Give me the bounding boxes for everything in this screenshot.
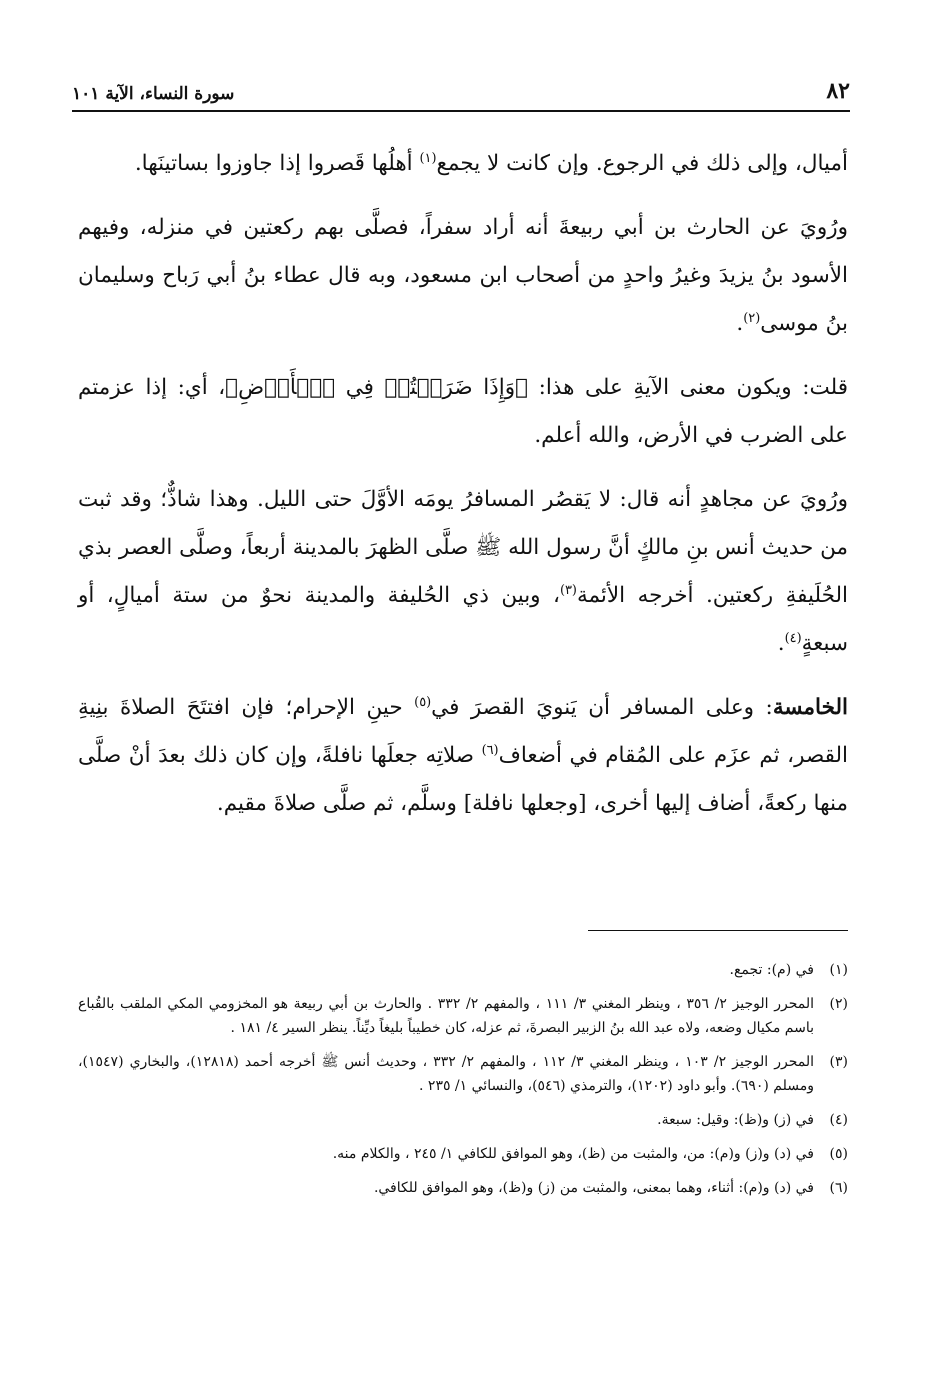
paragraph-text: قلت: ويكون معنى الآيةِ على هذا: ﴿وَإِذَا ضَرَبۡتُمۡ فِي ٱلۡأَرۡضِ﴾، أي: إذا عزمتم على الضرب في الأرض، والله أعلم.	[78, 375, 848, 448]
running-title: سورة النساء، الآية ١٠١	[72, 84, 235, 104]
footnote-ref: (٢)	[743, 310, 761, 326]
footnote-ref: (٤)	[784, 630, 802, 646]
section-lead: الخامسة	[772, 695, 848, 720]
footnote	[78, 1142, 848, 1166]
paragraph-text: أميال، وإلى ذلك في الرجوع. وإن كانت لا يجمع	[436, 151, 848, 176]
footnote	[78, 958, 848, 982]
footnote-text: في (د) و(م): أثناء، وهما بمعنى، والمثبت من (ز) و(ظ)، وهو الموافق للكافي.	[373, 1180, 814, 1196]
footnote-number: (٥)	[829, 1146, 848, 1162]
paragraph	[78, 476, 848, 668]
body-text	[78, 140, 848, 844]
paragraph	[78, 364, 848, 460]
paragraph-text: : وعلى المسافر أن يَنويَ القصرَ في	[431, 695, 773, 720]
paragraph-text: .	[736, 311, 744, 336]
footnote-number: (٤)	[829, 1112, 848, 1128]
paragraph-text: ورُويَ عن الحارث بن أبي ربيعةَ أنه أراد سفراً، فصلَّى بهم ركعتين في منزله، وفيهم الأسود بنُ يزيدَ وغيرُ واحدٍ من أصحاب ابن مسعود، وبه قال عطاء بنُ أبي رَباح وسليمان بنُ موسى	[78, 215, 848, 336]
paragraph-text: ورُويَ عن مجاهدٍ أنه قال: لا يَقصُر المسافرُ يومَه الأوَّلَ حتى الليل. وهذا شاذٌّ؛ وقد ثبت من حديث أنس بنِ مالكٍ أنَّ رسول الله ﷺ صلَّى الظهرَ بالمدينة أربعاً، وصلَّى العصر بذي الحُلَيفةِ ركعتين. أخرجه الأئمة	[78, 487, 848, 608]
footnote	[78, 1050, 848, 1098]
paragraph-text: أهلُها قَصروا إذا جاوزوا بساتينَها.	[134, 151, 420, 176]
footnote-number: (٦)	[829, 1180, 848, 1196]
footnote-ref: (١)	[419, 150, 437, 166]
footnote-number: (٣)	[829, 1054, 848, 1070]
paragraph-text: صلاتِه جعلَها نافلةً، وإن كان ذلك بعدَ أنْ صلَّى منها ركعةً، أضاف إليها أخرى، [وجعلها نافلة] وسلَّم، ثم صلَّى صلاةَ مقيم.	[78, 743, 848, 816]
paragraph-text: ، وبين ذي الحُليفة والمدينة نحوٌ من ستة أميالٍ، أو سبعةٍ	[78, 583, 848, 656]
footnote-ref: (٣)	[559, 582, 577, 598]
footnote-text: المحرر الوجيز ٢/ ٣٥٦ ، وينظر المغني ٣/ ١١١ ، والمفهم ٢/ ٣٣٢ . والحارث بن أبي ربيعة هو المخزومي المكي الملقب بالقُباع باسم مكيال وضعه، ولاه عبد الله بنُ الزبير البصرةَ، ثم عزله، كان خطيباً بليغاً ديِّناً. ينظر السير ٤/ ١٨١ .	[78, 996, 815, 1036]
footnote	[78, 1176, 848, 1200]
footnote-text: في (ز) و(ظ): وقيل: سبعة.	[657, 1112, 814, 1128]
footnote-text: في (د) و(ز) و(م): من، والمثبت من (ظ)، وهو الموافق للكافي ١/ ٢٤٥ ، والكلام منه.	[332, 1146, 814, 1162]
footnote-number: (١)	[829, 962, 848, 978]
page-header	[72, 70, 850, 104]
footnote-ref: (٦)	[481, 742, 499, 758]
footnote-number: (٢)	[829, 996, 848, 1012]
paragraph-text: حينِ الإحرام؛ فإن افتتَحَ الصلاةَ بنِيةِ القصر، ثم عزَم على المُقام في أضعاف	[78, 695, 849, 768]
footnote	[78, 1108, 848, 1132]
paragraph	[78, 204, 848, 348]
header-rule	[72, 110, 850, 112]
footnote	[78, 992, 848, 1040]
paragraph	[78, 140, 848, 188]
footnote-text: في (م): تجمع.	[729, 962, 814, 978]
footnote-text: المحرر الوجيز ٢/ ١٠٣ ، وينظر المغني ٣/ ١١٢ ، والمفهم ٢/ ٣٣٢ ، وحديث أنس ﷺ أخرجه أحمد (١٢٨١٨)، والبخاري (١٥٤٧)، ومسلم (٦٩٠). وأبو داود (١٢٠٢)، والترمذي (٥٤٦)، والنسائي ١/ ٢٣٥ .	[78, 1054, 814, 1094]
paragraph-text: .	[777, 631, 785, 656]
footnote-separator	[588, 930, 848, 931]
footnote-ref: (٥)	[414, 694, 432, 710]
footnotes	[78, 958, 848, 1210]
paragraph	[78, 684, 848, 828]
page-number: ٨٢	[826, 78, 850, 104]
